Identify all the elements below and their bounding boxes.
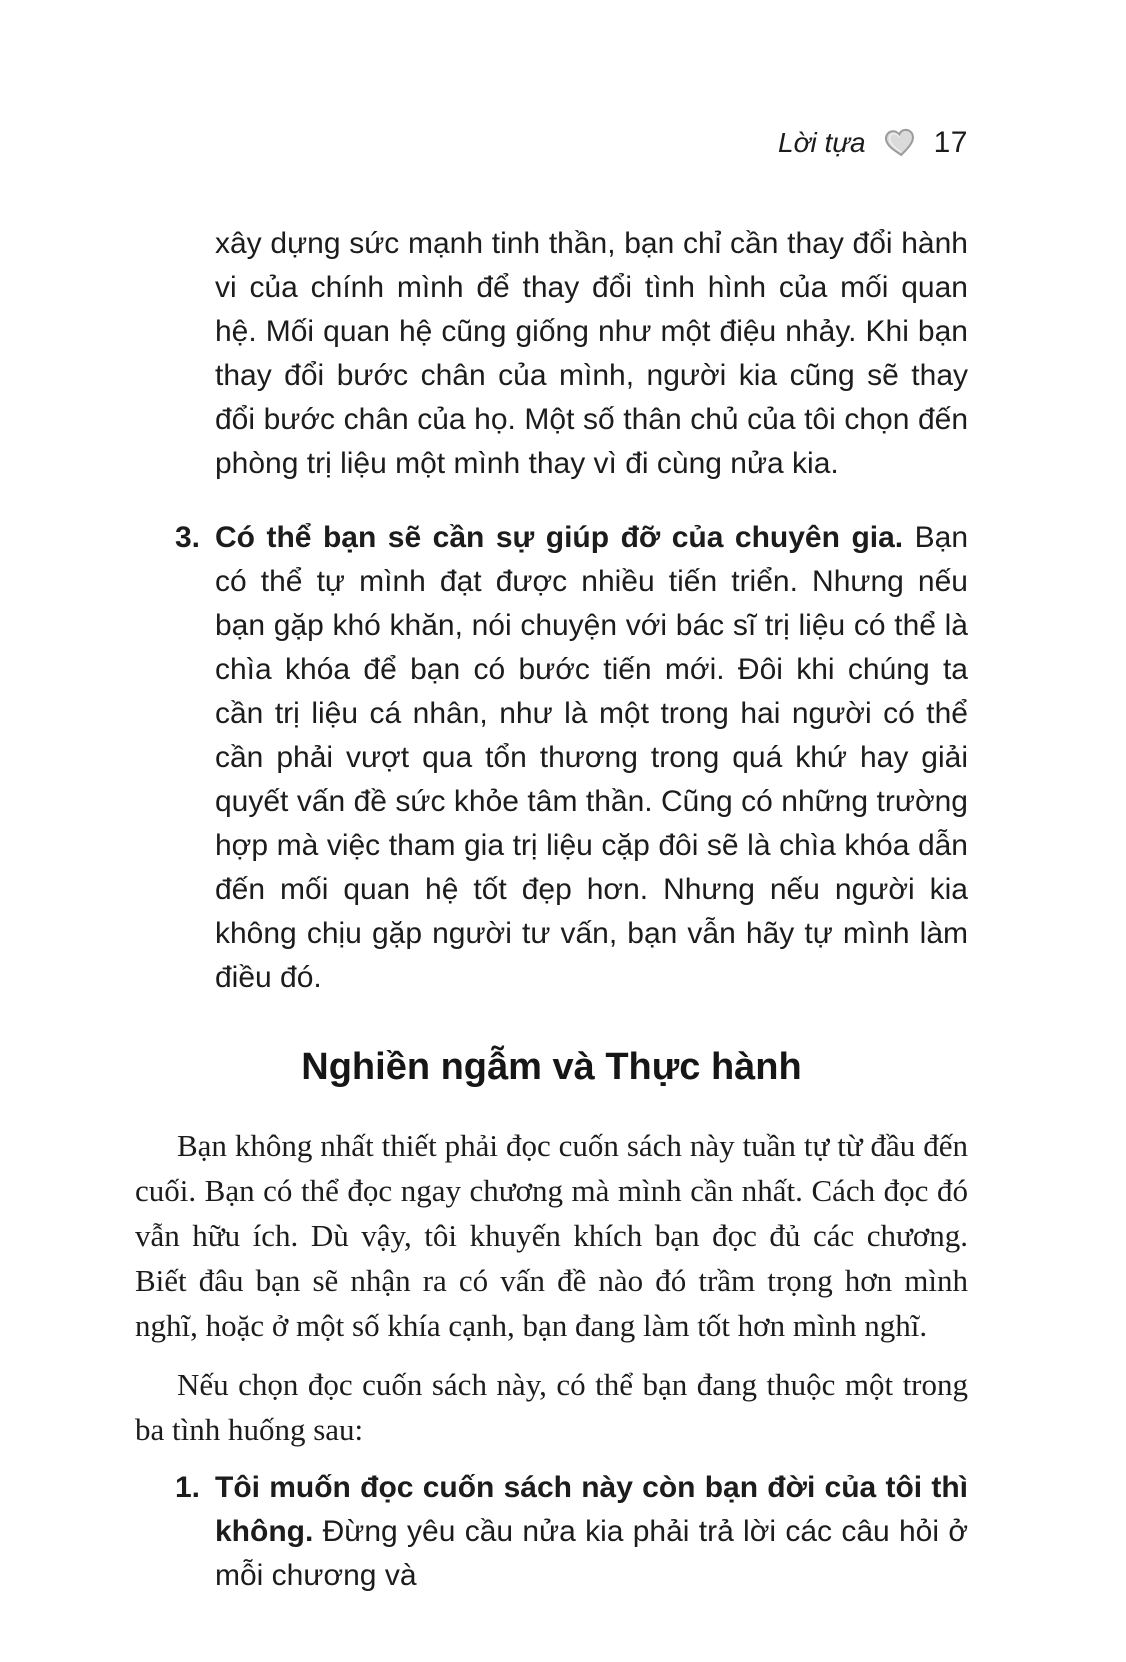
list-item-3 [135,516,968,1000]
page-number: 17 [933,126,968,159]
list-item-1-lead: Tôi muốn đọc cuốn sách này còn bạn đời của tôi thì không. [215,1471,968,1548]
list-item-1 [135,1466,968,1598]
list-item-3-body: Bạn có thể tự mình đạt được nhiều tiến triển. Nhưng nếu bạn gặp khó khăn, nói chuyện với bác sĩ trị liệu có thể là chìa khóa để bạn có bước tiến mới. Đôi khi chúng ta cần trị liệu cá nhân, như là một trong hai người có thể cần phải vượt qua tổn thương trong quá khứ hay giải quyết vấn đề sức khỏe tâm thần. Cũng có những trường hợp mà việc tham gia trị liệu cặp đôi sẽ là chìa khóa dẫn đến mối quan hệ tốt đẹp hơn. Nhưng nếu người kia không chịu gặp người tư vấn, bạn vẫn hãy tự mình làm điều đó. [215,521,968,994]
list-item-2-text: xây dựng sức mạnh tinh thần, bạn chỉ cần thay đổi hành vi của chính mình để thay đổi tình hình của mối quan hệ. Mối quan hệ cũng giống như một điệu nhảy. Khi bạn thay đổi bước chân của mình, người kia cũng sẽ thay đổi bước chân của họ. Một số thân chủ của tôi chọn đến phòng trị liệu một mình thay vì đi cùng nửa kia. [215,227,968,480]
list-item-3-lead: Có thể bạn sẽ cần sự giúp đỡ của chuyên gia. [215,521,904,554]
paragraph-three-situations: Nếu chọn đọc cuốn sách này, có thể bạn đang thuộc một trong ba tình huống sau: [135,1367,968,1447]
page-header [135,124,968,162]
running-title: Lời tựa [778,127,866,158]
list-item-3-number: 3. [175,521,201,554]
section-heading: Nghiền ngẫm và Thực hành [301,1046,802,1088]
list-item-2-continuation [135,222,968,486]
list-item-1-body: Đừng yêu cầu nửa kia phải trả lời các câu hỏi ở mỗi chương và [215,1515,968,1592]
paragraph-reading-order: Bạn không nhất thiết phải đọc cuốn sách này tuần tự từ đầu đến cuối. Bạn có thể đọc ngay chương mà mình cần nhất. Cách đọc đó vẫn hữu ích. Dù vậy, tôi khuyến khích bạn đọc đủ các chương. Biết đâu bạn sẽ nhận ra có vấn đề nào đó trầm trọng hơn mình nghĩ, hoặc ở một số khía cạnh, bạn đang làm tốt hơn mình nghĩ. [135,1128,968,1343]
list-item-1-number: 1. [175,1471,201,1504]
heart-icon [882,126,917,159]
